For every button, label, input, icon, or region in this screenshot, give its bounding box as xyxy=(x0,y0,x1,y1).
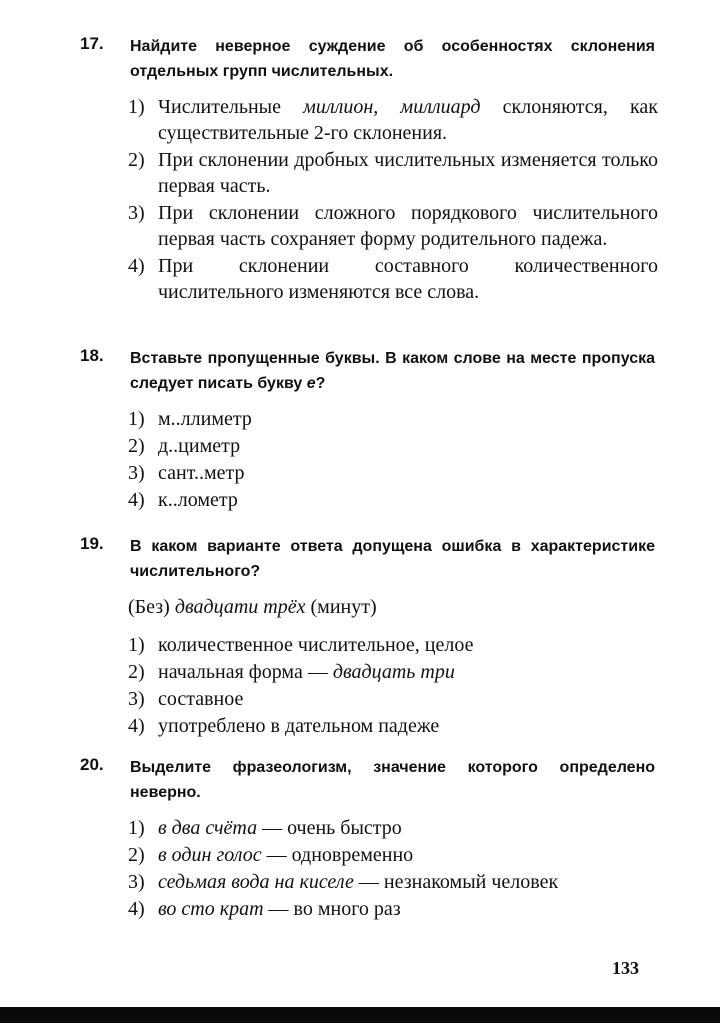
answer-option xyxy=(128,460,658,486)
option-number: 3) xyxy=(128,462,145,484)
question-18 xyxy=(80,346,660,514)
option-number: 4) xyxy=(128,898,145,920)
question-text: Найдите неверное суждение об особенностях склонения отдельных групп числительных. xyxy=(130,38,655,80)
option-text: употреблено в дательном падеже xyxy=(158,715,440,737)
example-phrase: (Без) двадцати трёх (минут) xyxy=(128,596,377,618)
answer-option xyxy=(128,487,658,513)
question-text: Выделите фразеологизм, значение которого определено неверно. xyxy=(130,759,655,801)
answer-option xyxy=(128,200,658,252)
question-number: 17. xyxy=(80,34,104,53)
answer-option xyxy=(128,253,658,305)
option-text: При склонении дробных числительных изменяется только первая часть. xyxy=(158,149,658,197)
answer-option xyxy=(128,842,658,868)
option-number: 3) xyxy=(128,202,145,224)
answer-option xyxy=(128,815,658,841)
option-number: 2) xyxy=(128,149,145,171)
option-number: 1) xyxy=(128,96,145,118)
question-number: 18. xyxy=(80,346,104,365)
answer-option xyxy=(128,433,658,459)
option-text: д..циметр xyxy=(158,435,241,457)
question-number: 20. xyxy=(80,755,104,774)
option-text: составное xyxy=(158,688,244,710)
option-text: При склонении сложного порядкового числительного первая часть сохраняет форму родительного падежа. xyxy=(158,202,658,250)
question-number: 19. xyxy=(80,534,104,553)
option-text: начальная форма — двадцать три xyxy=(158,661,455,683)
option-text: во сто крат — во много раз xyxy=(158,898,401,920)
question-19 xyxy=(80,534,660,740)
option-number: 4) xyxy=(128,715,145,737)
option-number: 4) xyxy=(128,489,145,511)
option-text: в два счёта — очень быстро xyxy=(158,817,402,839)
answer-option xyxy=(128,869,658,895)
option-text: При склонении составного количественного числительного изменяются все слова. xyxy=(158,255,658,303)
option-text: сант..метр xyxy=(158,462,245,484)
answer-option xyxy=(128,94,658,146)
answer-option xyxy=(128,406,658,432)
option-number: 2) xyxy=(128,661,145,683)
answer-option xyxy=(128,147,658,199)
bottom-border xyxy=(0,1007,720,1023)
option-number: 1) xyxy=(128,408,145,430)
option-number: 1) xyxy=(128,817,145,839)
option-number: 2) xyxy=(128,844,145,866)
option-number: 2) xyxy=(128,435,145,457)
page-number: 133 xyxy=(612,958,639,978)
answer-options xyxy=(128,406,658,513)
answer-option xyxy=(128,659,658,685)
answer-options xyxy=(128,815,658,922)
option-number: 3) xyxy=(128,688,145,710)
answer-option xyxy=(128,713,658,739)
answer-options xyxy=(128,94,658,305)
question-20 xyxy=(80,755,660,923)
answer-option xyxy=(128,896,658,922)
option-text: м..ллиметр xyxy=(158,408,252,430)
answer-option xyxy=(128,686,658,712)
option-text: седьмая вода на киселе — незнакомый человек xyxy=(158,871,559,893)
option-text: количественное числительное, целое xyxy=(158,634,474,656)
question-17 xyxy=(80,34,660,306)
option-number: 1) xyxy=(128,634,145,656)
option-number: 4) xyxy=(128,255,145,277)
question-text: В каком варианте ответа допущена ошибка в характеристике числительного? xyxy=(130,538,655,580)
option-text: к..лометр xyxy=(158,489,238,511)
option-text: Числительные миллион, миллиард склоняются, как существительные 2-го склонения. xyxy=(158,96,659,144)
option-number: 3) xyxy=(128,871,145,893)
answer-option xyxy=(128,632,658,658)
answer-options xyxy=(128,632,658,739)
question-text: Вставьте пропущенные буквы. В каком слове на месте пропуска следует писать букву е? xyxy=(130,350,655,392)
option-text: в один голос — одновременно xyxy=(158,844,414,866)
